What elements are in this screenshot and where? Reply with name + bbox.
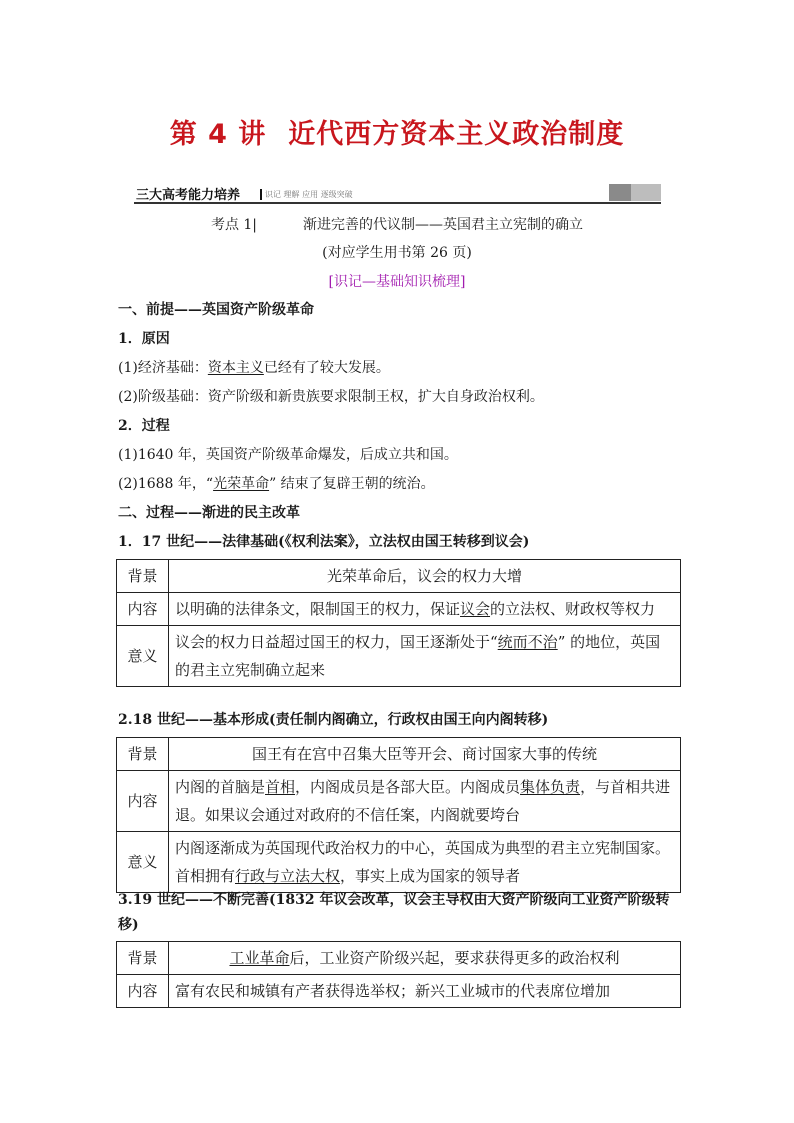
table-row	[117, 626, 681, 687]
row-text: 的立法权、财政权等权力	[490, 600, 656, 618]
heading-17th-century	[118, 532, 529, 552]
kaodian-line	[0, 215, 794, 235]
row-header: 背景	[117, 738, 169, 771]
row-key-term: 统而不治	[497, 633, 558, 651]
row-content	[169, 771, 681, 832]
table-row	[117, 593, 681, 626]
row-text: 内阁逐渐成为英国现代政治权力的中心，英国成为典型的君主立宪制国家。首相拥有	[175, 839, 671, 885]
row-header: 意义	[117, 626, 169, 687]
bar-decoration-dark	[609, 184, 631, 201]
process-1640: (1)1640 年，英国资产阶级革命爆发，后成立共和国。	[118, 447, 458, 463]
table-19th-century	[116, 941, 681, 1008]
heading-17th-century-text: 法律基础(《权利法案》，立法权由国王转移到议会)	[222, 534, 530, 550]
process-1688-rest: ” 结束了复辟王朝的统治。	[269, 476, 435, 492]
row-content: 国王有在宫中召集大臣等开会、商讨国家大事的传统	[169, 738, 681, 771]
row-key-term: 工业革命	[229, 949, 290, 967]
reason-economic-rest: 已经有了较大发展。	[263, 360, 390, 376]
row-text: ，与首相共进退。如果议会通过对政府的不信任案，内阁就要垮台	[175, 778, 671, 824]
row-content: 富有农民和城镇有产者获得选举权；新兴工业城市的代表席位增加	[169, 975, 681, 1008]
row-text: 议会的权力日益超过国王的权力，国王逐渐处于“	[175, 633, 498, 651]
section-bar-subtitle: 识记 理解 应用 逐级突破	[260, 189, 353, 200]
heading-18th-century-text: 基本形成(责任制内阁确立，行政权由国王向内阁转移)	[212, 712, 549, 728]
row-header: 背景	[117, 560, 169, 593]
reason-economic-label: (1)经济基础：	[118, 360, 208, 376]
lecture-title: 近代西方资本主义政治制度	[288, 119, 625, 150]
heading-19th-century	[118, 888, 683, 938]
row-key-term: 行政与立法大权	[235, 867, 341, 885]
row-content	[169, 942, 681, 975]
heading-reason: 1．原因	[118, 331, 170, 347]
row-text: ，内阁成员是各部大臣。内阁成员	[295, 778, 521, 796]
row-text: ” 的地位，英国的君主立宪制确立起来	[175, 633, 661, 679]
heading-17th-century-num: 1．17 世纪——	[118, 534, 223, 550]
row-text: 以明确的法律条文，限制国王的权力，保证	[175, 600, 461, 618]
kaodian-title: 渐进完善的代议制——英国君主立宪制的确立	[303, 217, 584, 233]
row-content: 光荣革命后，议会的权力大增	[169, 560, 681, 593]
heading-18th-century-num: 2.18 世纪——	[118, 712, 213, 728]
heading-reform: 二、过程——渐进的民主改革	[118, 505, 300, 521]
bar-decoration-light	[631, 184, 661, 201]
row-header: 内容	[117, 771, 169, 832]
table-17th-century	[116, 559, 681, 687]
section-bracket-title: [识记—基础知识梳理]	[328, 274, 466, 290]
row-header: 意义	[117, 832, 169, 893]
row-text: ，事实上成为国家的领导者	[340, 867, 521, 885]
table-row	[117, 975, 681, 1008]
page-title	[0, 112, 794, 151]
table-row	[117, 942, 681, 975]
heading-19th-century-text: 不断完善(1832 年议会改革，议会主导权由大资产阶级向工业资产阶级转移)	[118, 892, 670, 933]
row-key-term: 首相	[265, 778, 296, 796]
row-content	[169, 626, 681, 687]
heading-process: 2．过程	[118, 418, 170, 434]
page-reference: (对应学生用书第 26 页)	[322, 245, 472, 261]
row-header: 内容	[117, 593, 169, 626]
table-row	[117, 738, 681, 771]
row-content	[169, 593, 681, 626]
reason-economic-key: 资本主义	[207, 360, 264, 376]
row-key-term: 议会	[460, 600, 491, 618]
heading-19th-century-num: 3.19 世纪——	[118, 892, 213, 908]
kaodian-label: 考点 1|	[210, 217, 258, 233]
reason-class: (2)阶级基础：资产阶级和新贵族要求限制王权，扩大自身政治权利。	[118, 389, 544, 405]
row-content	[169, 832, 681, 893]
row-text: 后，工业资产阶级兴起，要求获得更多的政治权利	[289, 949, 620, 967]
lecture-number: 第 4 讲	[169, 119, 267, 150]
table-row	[117, 560, 681, 593]
section-bar-title: 三大高考能力培养	[136, 188, 241, 203]
row-text: 内阁的首脑是	[175, 778, 266, 796]
section-bar	[134, 184, 661, 204]
table-18th-century	[116, 737, 681, 893]
process-1688-key: 光荣革命	[213, 476, 270, 492]
row-key-term: 集体负责	[520, 778, 581, 796]
reason-economic	[118, 358, 390, 378]
heading-prerequisite: 一、前提——英国资产阶级革命	[118, 302, 314, 318]
table-row	[117, 771, 681, 832]
process-1688	[118, 474, 435, 494]
table-row	[117, 832, 681, 893]
row-header: 背景	[117, 942, 169, 975]
process-1688-lead: (2)1688 年，“	[118, 476, 214, 492]
row-header: 内容	[117, 975, 169, 1008]
heading-18th-century	[118, 710, 548, 730]
